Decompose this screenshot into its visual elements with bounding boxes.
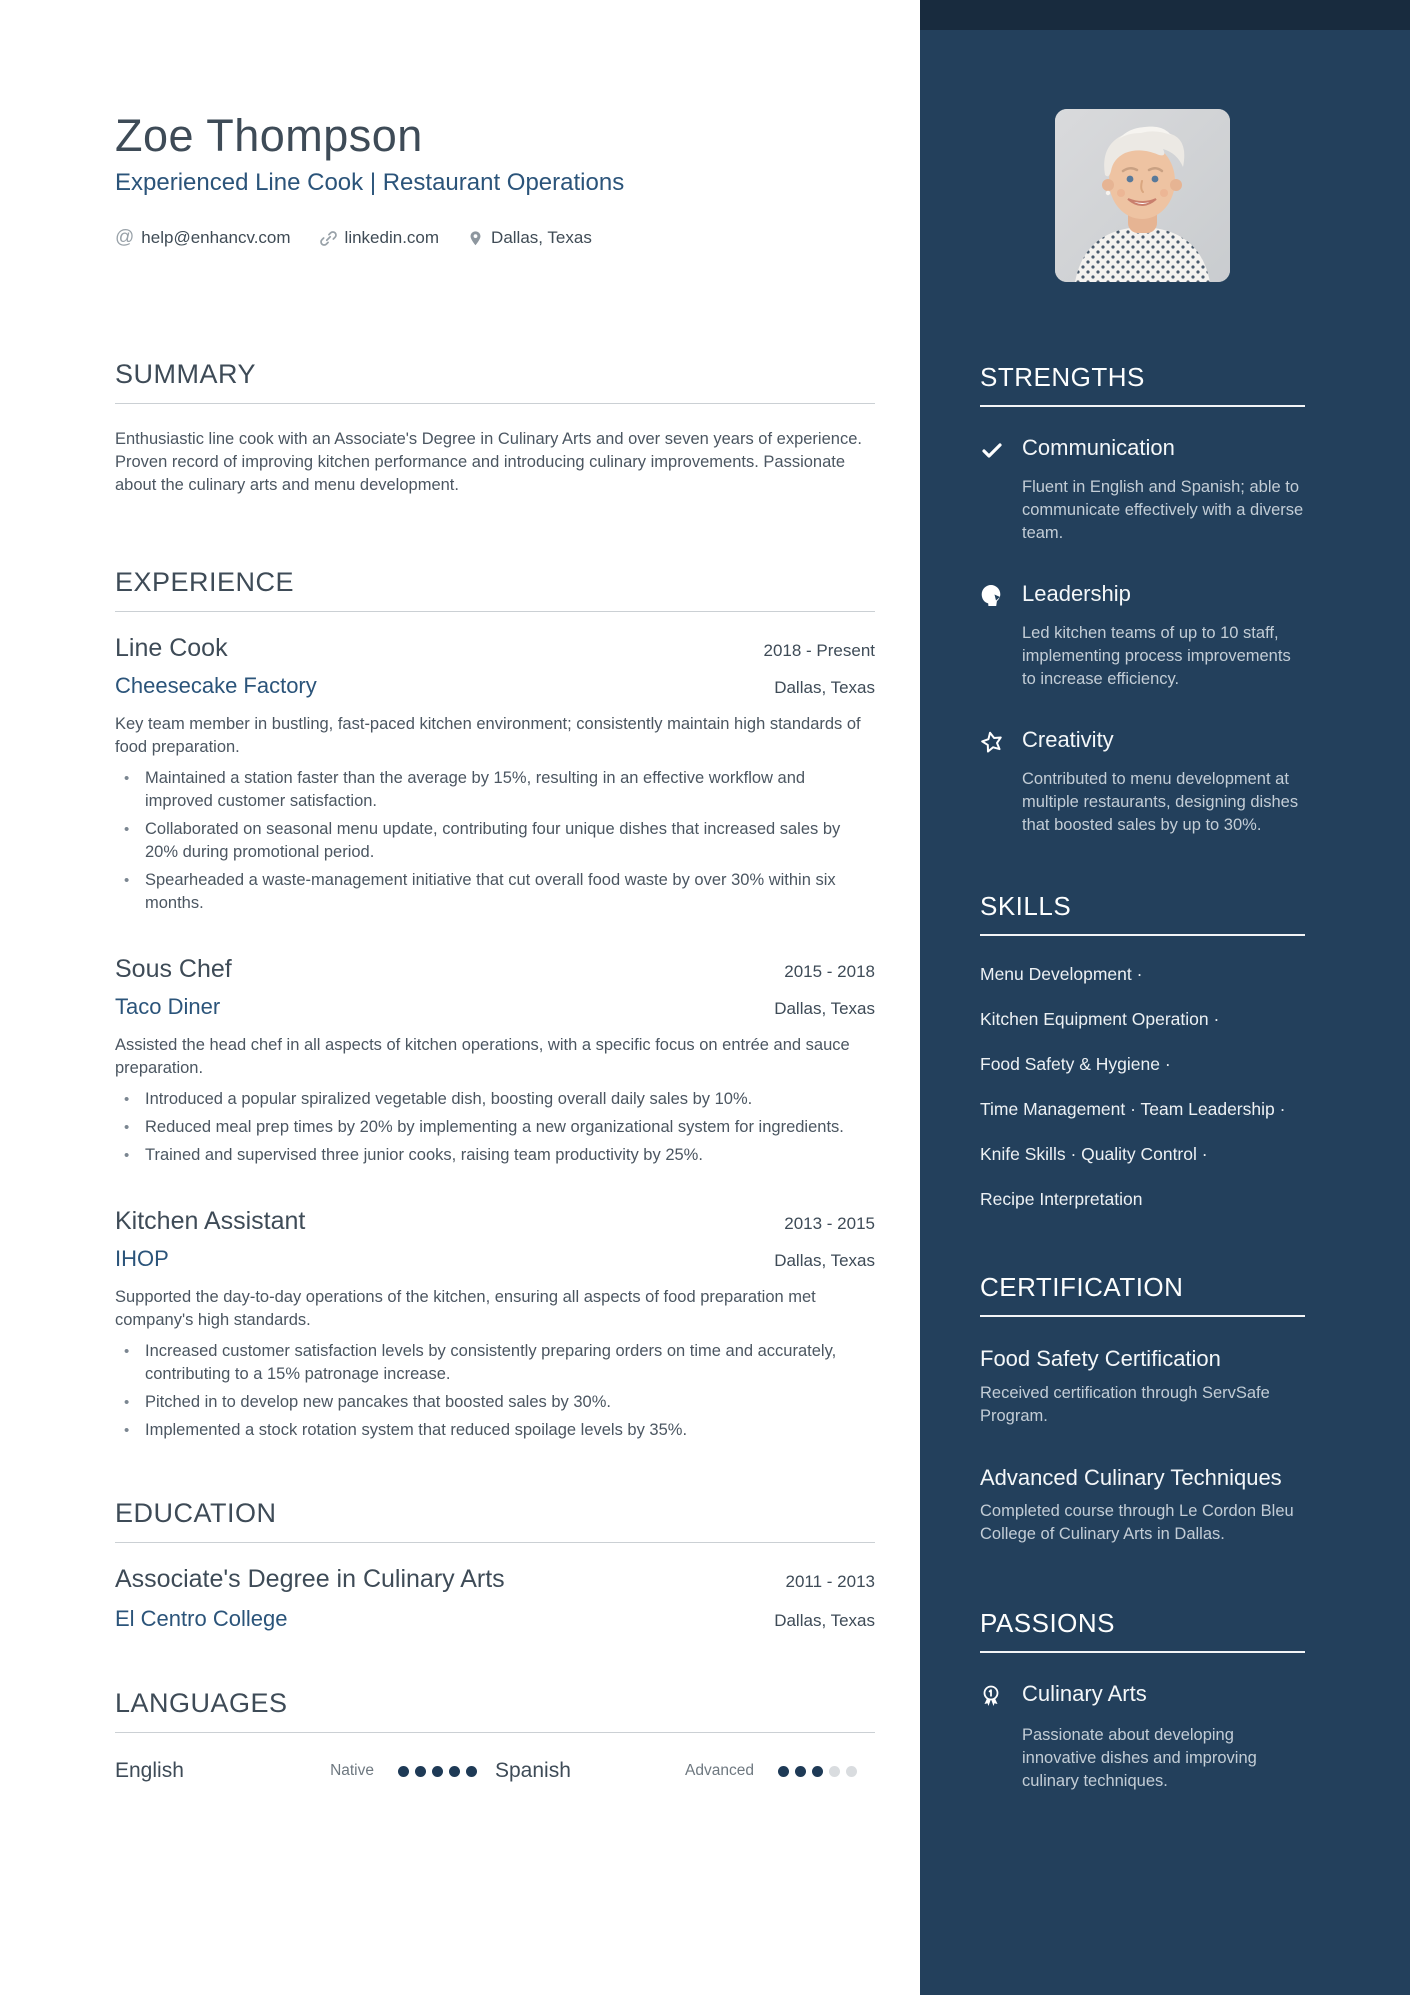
certification-section bbox=[980, 1272, 1305, 1546]
job-title: Line Cook bbox=[115, 634, 228, 663]
strength-title: Communication bbox=[1022, 435, 1175, 460]
sidebar-divider bbox=[980, 1315, 1305, 1317]
passions-section bbox=[980, 1608, 1305, 1793]
contact-row bbox=[115, 227, 875, 249]
job-description: Key team member in bustling, fast-paced kitchen environment; consistently maintain high standards of food preparation. bbox=[115, 715, 861, 757]
languages-section bbox=[115, 1688, 875, 1783]
medal-icon bbox=[980, 1681, 1022, 1715]
job-location: Dallas, Texas bbox=[774, 1251, 875, 1271]
certification-title: Food Safety Certification bbox=[980, 1346, 1221, 1371]
skill-line: Kitchen Equipment Operation · bbox=[980, 1009, 1220, 1029]
location-text: Dallas, Texas bbox=[491, 228, 592, 248]
skill-line: Time Management · Team Leadership · bbox=[980, 1099, 1286, 1119]
job-bullet: • Introduced a popular spiralized vegetable dish, boosting overall daily sales by 10%. bbox=[115, 1088, 875, 1111]
passions-heading: PASSIONS bbox=[980, 1608, 1116, 1639]
sidebar-divider bbox=[980, 1651, 1305, 1653]
section-divider bbox=[115, 1732, 875, 1733]
job-dates: 2013 - 2015 bbox=[784, 1214, 875, 1234]
experience-heading: EXPERIENCE bbox=[115, 567, 295, 598]
certification-text: Completed course through Le Cordon Bleu College of Culinary Arts in Dallas. bbox=[980, 1502, 1294, 1544]
passion-title: Culinary Arts bbox=[1022, 1681, 1147, 1707]
education-degree: Associate's Degree in Culinary Arts bbox=[115, 1565, 505, 1594]
at-icon: @ bbox=[115, 227, 135, 249]
education-dates: 2011 - 2013 bbox=[785, 1572, 875, 1592]
languages-heading: LANGUAGES bbox=[115, 1688, 288, 1719]
sidebar bbox=[920, 0, 1410, 1995]
job-bullet: • Spearheaded a waste-management initiative that cut overall food waste by over 30% within six months. bbox=[115, 869, 875, 915]
job-bullet: • Collaborated on seasonal menu update, contributing four unique dishes that increased sales by 20% during promotional period. bbox=[115, 818, 875, 864]
link-icon bbox=[319, 229, 338, 248]
summary-text: Enthusiastic line cook with an Associate's Degree in Culinary Arts and over seven years of experience. Proven record of improving kitchen performance and introducing culinary improvements. Passionate about the culinary arts and menu development. bbox=[115, 430, 862, 495]
job-company: Taco Diner bbox=[115, 994, 221, 1020]
section-divider bbox=[115, 403, 875, 404]
headline: Experienced Line Cook | Restaurant Operations bbox=[115, 169, 625, 197]
job-location: Dallas, Texas bbox=[774, 999, 875, 1019]
strength-text: Contributed to menu development at multiple restaurants, designing dishes that boosted sales by up to 30%. bbox=[1022, 770, 1299, 834]
education-section bbox=[115, 1498, 875, 1632]
job-bullet: • Pitched in to develop new pancakes that boosted sales by 30%. bbox=[115, 1391, 875, 1414]
job-bullet-list bbox=[115, 767, 875, 915]
skill-line: Recipe Interpretation bbox=[980, 1189, 1143, 1209]
strengths-heading: STRENGTHS bbox=[980, 362, 1145, 392]
job-location: Dallas, Texas bbox=[774, 678, 875, 698]
job-entry bbox=[115, 634, 875, 915]
certification-heading: CERTIFICATION bbox=[980, 1272, 1184, 1302]
profile-photo bbox=[1055, 109, 1230, 282]
strength-text: Fluent in English and Spanish; able to communicate effectively with a diverse team. bbox=[1022, 478, 1304, 542]
profile-photo-illustration bbox=[1055, 109, 1230, 282]
language-dots bbox=[398, 1766, 477, 1777]
person-name: Zoe Thompson bbox=[115, 110, 423, 161]
star-icon bbox=[980, 727, 1022, 759]
email-contact[interactable] bbox=[115, 227, 291, 249]
education-school: El Centro College bbox=[115, 1606, 288, 1632]
head-icon bbox=[980, 581, 1022, 613]
strength-title: Leadership bbox=[1022, 581, 1131, 606]
job-title: Sous Chef bbox=[115, 955, 232, 984]
job-bullet: • Trained and supervised three junior cooks, raising team productivity by 25%. bbox=[115, 1144, 875, 1167]
summary-section bbox=[115, 359, 875, 497]
passion-item bbox=[980, 1681, 1305, 1793]
language-level: Native bbox=[330, 1762, 374, 1780]
job-company: Cheesecake Factory bbox=[115, 673, 317, 699]
sidebar-divider bbox=[980, 405, 1305, 407]
skill-line: Knife Skills · Quality Control · bbox=[980, 1144, 1208, 1164]
skills-heading: SKILLS bbox=[980, 891, 1072, 921]
language-name: Spanish bbox=[495, 1759, 571, 1783]
job-dates: 2015 - 2018 bbox=[784, 962, 875, 982]
job-company: IHOP bbox=[115, 1246, 169, 1272]
job-bullet-list bbox=[115, 1088, 875, 1167]
check-icon bbox=[980, 435, 1022, 467]
strength-title: Creativity bbox=[1022, 727, 1114, 752]
strength-item bbox=[980, 581, 1305, 691]
job-description: Assisted the head chef in all aspects of kitchen operations, with a specific focus on entrée and sauce preparation. bbox=[115, 1036, 850, 1078]
job-bullet: • Increased customer satisfaction levels by consistently preparing orders on time and accurately, contributing to a 15% patronage increase. bbox=[115, 1340, 875, 1386]
section-divider bbox=[115, 1542, 875, 1543]
certification-item bbox=[980, 1345, 1305, 1428]
education-heading: EDUCATION bbox=[115, 1498, 277, 1529]
job-entry bbox=[115, 1207, 875, 1442]
experience-section bbox=[115, 567, 875, 1442]
email-text: help@enhancv.com bbox=[141, 228, 291, 248]
skill-line: Food Safety & Hygiene · bbox=[980, 1054, 1171, 1074]
job-bullet-list bbox=[115, 1340, 875, 1442]
language-name: English bbox=[115, 1759, 184, 1783]
job-entry bbox=[115, 955, 875, 1167]
job-bullet: • Maintained a station faster than the average by 15%, resulting in an effective workflow and improved customer satisfaction. bbox=[115, 767, 875, 813]
certification-text: Received certification through ServSafe Program. bbox=[980, 1383, 1270, 1425]
strength-text: Led kitchen teams of up to 10 staff, implementing process improvements to increase efficiency. bbox=[1022, 624, 1291, 688]
skill-line: Menu Development · bbox=[980, 964, 1143, 984]
language-item bbox=[115, 1759, 495, 1783]
certification-item bbox=[980, 1464, 1305, 1547]
pin-icon bbox=[467, 229, 484, 248]
language-dots bbox=[778, 1766, 857, 1777]
strength-item bbox=[980, 435, 1305, 545]
education-location: Dallas, Texas bbox=[774, 1611, 875, 1631]
summary-heading: SUMMARY bbox=[115, 359, 257, 390]
job-dates: 2018 - Present bbox=[763, 641, 875, 661]
linkedin-text: linkedin.com bbox=[344, 228, 440, 248]
linkedin-contact[interactable] bbox=[319, 228, 440, 248]
section-divider bbox=[115, 611, 875, 612]
language-item bbox=[495, 1759, 875, 1783]
job-bullet: • Reduced meal prep times by 20% by implementing a new organizational system for ingredients. bbox=[115, 1116, 875, 1139]
sidebar-divider bbox=[980, 934, 1305, 936]
skills-section bbox=[980, 891, 1305, 1210]
location-contact bbox=[467, 228, 592, 248]
job-bullet: • Implemented a stock rotation system that reduced spoilage levels by 35%. bbox=[115, 1419, 875, 1442]
language-level: Advanced bbox=[685, 1762, 754, 1780]
passion-text: Passionate about developing innovative dishes and improving culinary techniques. bbox=[1022, 1726, 1257, 1791]
job-title: Kitchen Assistant bbox=[115, 1207, 306, 1236]
strength-item bbox=[980, 727, 1305, 837]
certification-title: Advanced Culinary Techniques bbox=[980, 1464, 1282, 1490]
job-description: Supported the day-to-day operations of the kitchen, ensuring all aspects of food preparation met company's high standards. bbox=[115, 1288, 816, 1330]
strengths-section bbox=[980, 362, 1305, 837]
